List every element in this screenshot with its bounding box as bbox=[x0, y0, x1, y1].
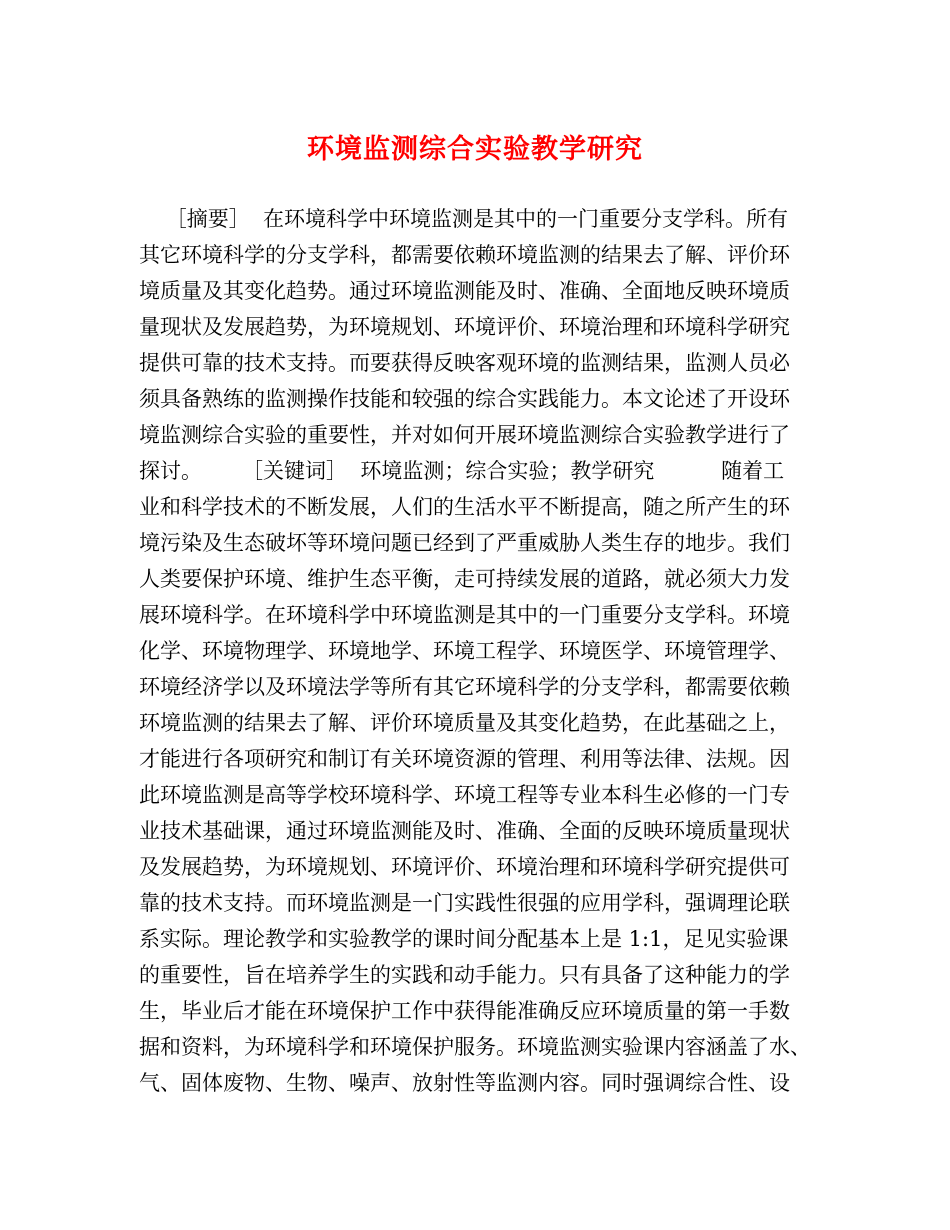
body-line: ［摘要］ 在环境科学中环境监测是其中的一门重要分支学科。所有 bbox=[139, 207, 789, 231]
document-title: 环境监测综合实验教学研究 bbox=[307, 134, 643, 165]
body-line: 其它环境科学的分支学科，都需要依赖环境监测的结果去了解、评价环 bbox=[139, 243, 790, 267]
body-line: 生，毕业后才能在环境保护工作中获得能准确反应环境质量的第一手数 bbox=[139, 999, 790, 1023]
body-line: 化学、环境物理学、环境地学、环境工程学、环境医学、环境管理学、 bbox=[139, 639, 790, 663]
body-line: 业技术基础课，通过环境监测能及时、准确、全面的反映环境质量现状 bbox=[139, 819, 790, 843]
body-line: 境质量及其变化趋势。通过环境监测能及时、准确、全面地反映环境质 bbox=[139, 279, 790, 303]
body-line: 才能进行各项研究和制订有关环境资源的管理、利用等法律、法规。因 bbox=[139, 747, 790, 771]
body-line: 量现状及发展趋势，为环境规划、环境评价、环境治理和环境科学研究 bbox=[139, 315, 790, 339]
body-line: 提供可靠的技术支持。而要获得反映客观环境的监测结果，监测人员必 bbox=[139, 351, 790, 375]
body-line: 人类要保护环境、维护生态平衡，走可持续发展的道路，就必须大力发 bbox=[139, 567, 790, 591]
body-line: 据和资料，为环境科学和环境保护服务。环境监测实验课内容涵盖了水、 bbox=[139, 1035, 811, 1059]
body-line: 的重要性，旨在培养学生的实践和动手能力。只有具备了这种能力的学 bbox=[139, 963, 790, 987]
body-line: 环境经济学以及环境法学等所有其它环境科学的分支学科，都需要依赖 bbox=[139, 675, 790, 699]
body-line: 须具备熟练的监测操作技能和较强的综合实践能力。本文论述了开设环 bbox=[139, 387, 790, 411]
body-line: 探讨。 ［关键词］ 环境监测；综合实验；教学研究 随着工 bbox=[139, 459, 785, 483]
document-body bbox=[139, 201, 819, 1101]
body-line: 靠的技术支持。而环境监测是一门实践性很强的应用学科，强调理论联 bbox=[139, 891, 790, 915]
body-line: 环境监测的结果去了解、评价环境质量及其变化趋势，在此基础之上， bbox=[139, 711, 790, 735]
body-line: 及发展趋势，为环境规划、环境评价、环境治理和环境科学研究提供可 bbox=[139, 855, 790, 879]
body-line: 展环境科学。在环境科学中环境监测是其中的一门重要分支学科。环境 bbox=[139, 603, 790, 627]
body-line: 业和科学技术的不断发展，人们的生活水平不断提高，随之所产生的环 bbox=[139, 495, 790, 519]
body-line: 气、固体废物、生物、噪声、放射性等监测内容。同时强调综合性、设 bbox=[139, 1071, 790, 1095]
body-line: 系实际。理论教学和实验教学的课时间分配基本上是 1:1，足见实验课 bbox=[139, 927, 789, 951]
body-line: 境监测综合实验的重要性，并对如何开展环境监测综合实验教学进行了 bbox=[139, 423, 790, 447]
body-line: 此环境监测是高等学校环境科学、环境工程等专业本科生必修的一门专 bbox=[139, 783, 790, 807]
body-line: 境污染及生态破坏等环境问题已经到了严重威胁人类生存的地步。我们 bbox=[139, 531, 790, 555]
